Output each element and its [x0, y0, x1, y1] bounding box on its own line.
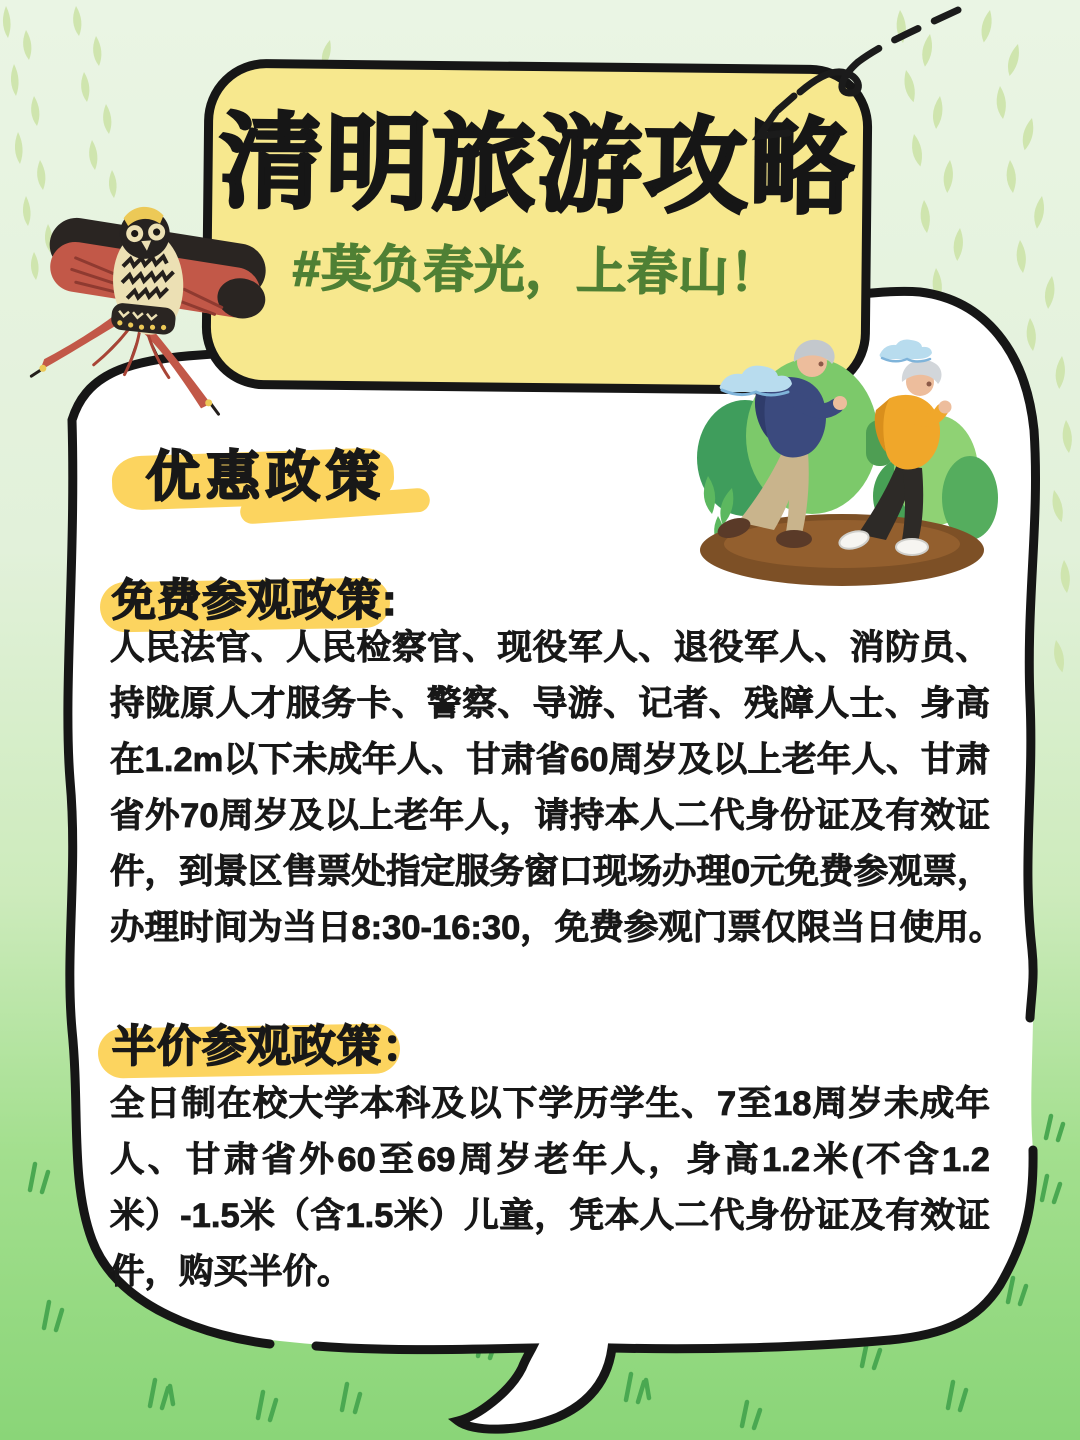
half-price-text: 全日制在校大学本科及以下学历学生、7至18周岁未成年 人、甘肃省外60至69周岁老年人，身高1.2米(不含1.2 米）-1.5米（含1.5米）儿童，凭本人二代身份证及有效证 件，购买半价。 [110, 1085, 990, 1291]
cloud-icon [880, 340, 932, 362]
swallow-kite-icon [15, 205, 275, 430]
free-policy-text: 人民法官、人民检察官、现役军人、退役军人、消防员、 持陇原人才服务卡、警察、导游、记者、残障人士、身高 在1.2m以下未成年人、甘肃省60周岁及以上老年人、甘肃 省外70周岁及以上老年人，请持本人二代身份证及有效证 件，到景区售票处指定服务窗口现场办理0元免费参观票， 办理时间为当日8:30-16:30，免费参观门票仅限当日使用。 [110, 629, 1004, 947]
poster-title: 清明旅游攻略 [219, 104, 857, 228]
elderly-couple-walking-icon [690, 318, 1010, 598]
dashed-arrow-icon [730, 0, 980, 160]
poster-subtitle: #莫负春光，上春山！ [292, 240, 781, 302]
free-policy-heading: 免费参观政策: [112, 576, 398, 625]
section-heading: 优惠政策 [146, 447, 386, 507]
half-price-heading: 半价参观政策： [112, 1022, 427, 1071]
